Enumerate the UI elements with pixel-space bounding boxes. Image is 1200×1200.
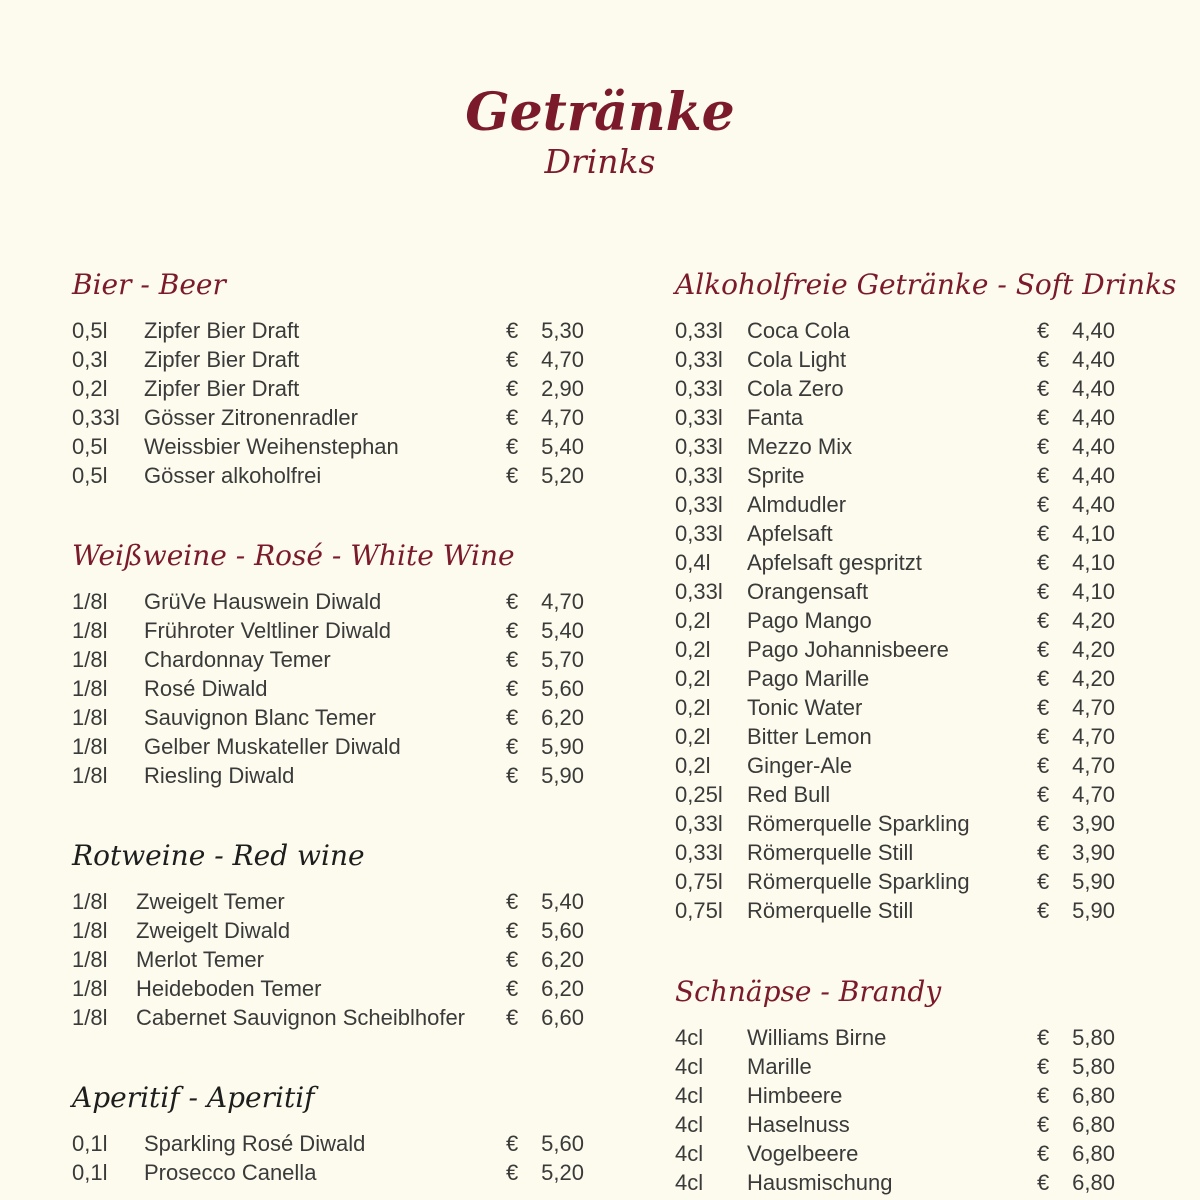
item-quantity: 1/8l (72, 889, 108, 914)
currency-symbol: € (1037, 695, 1050, 720)
item-quantity: 4cl (675, 1170, 704, 1195)
item-quantity: 0,2l (675, 608, 711, 633)
item-name: Sprite (747, 463, 805, 488)
item-price: 6,20 (541, 976, 584, 1001)
menu-subtitle: Drinks (544, 142, 656, 181)
item-name: Römerquelle Sparkling (747, 811, 970, 836)
item-quantity: 1/8l (72, 1005, 108, 1030)
menu-item-row (72, 916, 584, 945)
item-name: Gelber Muskateller Diwald (144, 734, 401, 759)
item-quantity: 0,33l (675, 463, 723, 488)
currency-symbol: € (1037, 608, 1050, 633)
item-price: 4,40 (1072, 434, 1115, 459)
menu-item-row (72, 1003, 584, 1032)
item-name: Zipfer Bier Draft (144, 376, 300, 401)
menu-item-row (675, 490, 1176, 519)
item-quantity: 1/8l (72, 947, 108, 972)
menu-item-row (72, 316, 584, 345)
menu-item-row (675, 722, 1176, 751)
item-price: 2,90 (541, 376, 584, 401)
currency-symbol: € (506, 618, 519, 643)
item-quantity: 0,2l (675, 724, 711, 749)
menu-item-row (72, 732, 584, 761)
item-quantity: 0,33l (675, 434, 723, 459)
item-quantity: 4cl (675, 1025, 704, 1050)
item-name: Pago Mango (747, 608, 872, 633)
item-quantity: 1/8l (72, 976, 108, 1001)
currency-symbol: € (1037, 347, 1050, 372)
item-name: Römerquelle Still (747, 898, 914, 923)
item-quantity: 0,5l (72, 434, 108, 459)
item-name: Haselnuss (747, 1112, 850, 1137)
item-price: 6,20 (541, 705, 584, 730)
item-price: 5,70 (541, 647, 584, 672)
item-name: Zipfer Bier Draft (144, 347, 300, 372)
item-price: 4,20 (1072, 637, 1115, 662)
item-name: Mezzo Mix (747, 434, 853, 459)
currency-symbol: € (1037, 550, 1050, 575)
item-quantity: 0,33l (675, 840, 723, 865)
currency-symbol: € (506, 434, 519, 459)
item-quantity: 0,5l (72, 463, 108, 488)
currency-symbol: € (506, 318, 519, 343)
item-quantity: 0,4l (675, 550, 711, 575)
item-quantity: 0,33l (675, 811, 723, 836)
item-price: 5,40 (541, 618, 584, 643)
currency-symbol: € (506, 589, 519, 614)
item-name: Himbeere (747, 1083, 843, 1108)
item-name: Heideboden Temer (136, 976, 322, 1001)
section-soft-drinks (675, 270, 1176, 925)
item-price: 4,40 (1072, 463, 1115, 488)
currency-symbol: € (1037, 1083, 1050, 1108)
item-name: GrüVe Hauswein Diwald (144, 589, 382, 614)
menu-item-row (72, 461, 584, 490)
item-quantity: 4cl (675, 1054, 704, 1079)
item-quantity: 1/8l (72, 734, 108, 759)
currency-symbol: € (506, 976, 519, 1001)
currency-symbol: € (1037, 898, 1050, 923)
menu-item-row (72, 432, 584, 461)
menu-item-row (675, 780, 1176, 809)
menu-item-row (675, 838, 1176, 867)
menu-item-row (675, 548, 1176, 577)
item-quantity: 4cl (675, 1112, 704, 1137)
item-price: 4,40 (1072, 318, 1115, 343)
item-quantity: 0,2l (675, 637, 711, 662)
currency-symbol: € (1037, 579, 1050, 604)
item-price: 5,20 (541, 463, 584, 488)
currency-symbol: € (1037, 1025, 1050, 1050)
menu-item-row (675, 345, 1176, 374)
item-price: 5,40 (541, 434, 584, 459)
item-price: 5,80 (1072, 1054, 1115, 1079)
currency-symbol: € (1037, 434, 1050, 459)
item-name: Vogelbeere (747, 1141, 859, 1166)
menu-item-row (675, 316, 1176, 345)
item-quantity: 4cl (675, 1083, 704, 1108)
item-quantity: 0,1l (72, 1160, 108, 1185)
currency-symbol: € (506, 1005, 519, 1030)
currency-symbol: € (506, 1131, 519, 1156)
currency-symbol: € (506, 734, 519, 759)
section-title-aperitif: Aperitif - Aperitif (72, 1081, 315, 1114)
item-name: Almdudler (747, 492, 847, 517)
item-price: 5,90 (541, 763, 584, 788)
menu-item-row (72, 945, 584, 974)
menu-item-row (675, 1052, 1115, 1081)
menu-item-row (675, 1168, 1115, 1197)
menu-item-row (72, 587, 584, 616)
menu-item-row (72, 674, 584, 703)
item-quantity: 0,1l (72, 1131, 108, 1156)
section-title-brandy: Schnäpse - Brandy (675, 975, 942, 1008)
item-quantity: 0,3l (72, 347, 108, 372)
item-quantity: 1/8l (72, 705, 108, 730)
item-name: Rosé Diwald (144, 676, 268, 701)
item-price: 5,60 (541, 918, 584, 943)
section-title-white-wine: Weißweine - Rosé - White Wine (72, 539, 515, 572)
item-name: Pago Marille (747, 666, 870, 691)
item-quantity: 0,33l (675, 376, 723, 401)
currency-symbol: € (1037, 1112, 1050, 1137)
item-price: 6,20 (541, 947, 584, 972)
item-price: 3,90 (1072, 811, 1115, 836)
menu-item-row (675, 577, 1176, 606)
item-name: Merlot Temer (136, 947, 264, 972)
item-price: 4,10 (1072, 521, 1115, 546)
currency-symbol: € (1037, 318, 1050, 343)
currency-symbol: € (1037, 1170, 1050, 1195)
item-quantity: 0,25l (675, 782, 723, 807)
item-quantity: 1/8l (72, 647, 108, 672)
menu-item-row (72, 616, 584, 645)
currency-symbol: € (1037, 463, 1050, 488)
item-price: 4,70 (541, 347, 584, 372)
item-price: 4,70 (541, 405, 584, 430)
item-price: 3,90 (1072, 840, 1115, 865)
item-name: Marille (747, 1054, 812, 1079)
menu-item-row (675, 1139, 1115, 1168)
menu-item-row (675, 896, 1176, 925)
item-name: Red Bull (747, 782, 831, 807)
item-quantity: 0,75l (675, 869, 723, 894)
menu-item-row (72, 761, 584, 790)
item-quantity: 0,33l (72, 405, 120, 430)
currency-symbol: € (506, 647, 519, 672)
menu-item-row (675, 635, 1176, 664)
item-quantity: 0,5l (72, 318, 108, 343)
item-quantity: 4cl (675, 1141, 704, 1166)
item-name: Prosecco Canella (144, 1160, 317, 1185)
currency-symbol: € (1037, 1054, 1050, 1079)
item-quantity: 0,2l (675, 695, 711, 720)
item-price: 4,40 (1072, 347, 1115, 372)
currency-symbol: € (506, 347, 519, 372)
currency-symbol: € (1037, 637, 1050, 662)
item-name: Frühroter Veltliner Diwald (144, 618, 391, 643)
currency-symbol: € (1037, 869, 1050, 894)
item-price: 4,40 (1072, 376, 1115, 401)
section-white-wine (72, 539, 584, 790)
item-price: 4,70 (1072, 753, 1115, 778)
menu-title: Getränke (465, 82, 735, 143)
item-name: Römerquelle Still (747, 840, 914, 865)
item-price: 4,10 (1072, 579, 1115, 604)
currency-symbol: € (1037, 724, 1050, 749)
item-name: Coca Cola (747, 318, 850, 343)
menu-item-row (72, 1129, 584, 1158)
item-price: 4,70 (1072, 782, 1115, 807)
item-name: Ginger-Ale (747, 753, 853, 778)
currency-symbol: € (506, 1160, 519, 1185)
item-price: 4,70 (1072, 724, 1115, 749)
item-price: 4,20 (1072, 666, 1115, 691)
item-name: Cola Zero (747, 376, 844, 401)
currency-symbol: € (1037, 405, 1050, 430)
menu-item-row (72, 645, 584, 674)
currency-symbol: € (1037, 666, 1050, 691)
currency-symbol: € (506, 918, 519, 943)
item-price: 6,80 (1072, 1141, 1115, 1166)
item-name: Chardonnay Temer (144, 647, 331, 672)
currency-symbol: € (1037, 521, 1050, 546)
item-price: 6,80 (1072, 1083, 1115, 1108)
item-name: Cola Light (747, 347, 847, 372)
section-title-beer: Bier - Beer (72, 268, 226, 301)
item-quantity: 0,2l (675, 753, 711, 778)
currency-symbol: € (506, 947, 519, 972)
menu-item-row (675, 432, 1176, 461)
item-quantity: 1/8l (72, 589, 108, 614)
item-name: Bitter Lemon (747, 724, 872, 749)
item-quantity: 0,2l (675, 666, 711, 691)
menu-item-row (72, 1158, 584, 1187)
section-beer (72, 268, 584, 490)
currency-symbol: € (506, 376, 519, 401)
item-quantity: 1/8l (72, 918, 108, 943)
menu-item-row (675, 1023, 1115, 1052)
item-quantity: 0,33l (675, 579, 723, 604)
item-price: 5,90 (1072, 898, 1115, 923)
currency-symbol: € (506, 705, 519, 730)
item-name: Weissbier Weihenstephan (144, 434, 399, 459)
item-price: 4,70 (541, 589, 584, 614)
item-name: Pago Johannisbeere (747, 637, 949, 662)
section-red-wine (72, 839, 584, 1032)
menu-item-row (72, 403, 584, 432)
currency-symbol: € (1037, 1141, 1050, 1166)
menu-item-row (675, 519, 1176, 548)
currency-symbol: € (506, 463, 519, 488)
currency-symbol: € (506, 763, 519, 788)
item-price: 4,20 (1072, 608, 1115, 633)
item-price: 4,40 (1072, 405, 1115, 430)
item-quantity: 0,2l (72, 376, 108, 401)
item-price: 5,90 (541, 734, 584, 759)
item-price: 5,80 (1072, 1025, 1115, 1050)
section-brandy (675, 975, 1115, 1197)
currency-symbol: € (1037, 840, 1050, 865)
currency-symbol: € (1037, 753, 1050, 778)
currency-symbol: € (1037, 782, 1050, 807)
item-name: Cabernet Sauvignon Scheiblhofer (136, 1005, 466, 1030)
menu-item-row (675, 751, 1176, 780)
item-price: 4,70 (1072, 695, 1115, 720)
menu-item-row (675, 374, 1176, 403)
item-price: 6,80 (1072, 1170, 1115, 1195)
currency-symbol: € (506, 676, 519, 701)
item-price: 5,60 (541, 676, 584, 701)
menu-item-row (72, 374, 584, 403)
item-price: 6,60 (541, 1005, 584, 1030)
currency-symbol: € (506, 889, 519, 914)
menu-item-row (72, 887, 584, 916)
item-quantity: 0,33l (675, 492, 723, 517)
item-quantity: 0,75l (675, 898, 723, 923)
section-title-soft-drinks: Alkoholfreie Getränke - Soft Drinks (675, 268, 1177, 301)
item-name: Riesling Diwald (144, 763, 295, 788)
item-name: Sparkling Rosé Diwald (144, 1131, 366, 1156)
item-name: Römerquelle Sparkling (747, 869, 970, 894)
item-name: Zweigelt Temer (136, 889, 285, 914)
menu-item-row (675, 809, 1176, 838)
item-name: Gösser alkoholfrei (144, 463, 322, 488)
menu-item-row (675, 1081, 1115, 1110)
currency-symbol: € (1037, 492, 1050, 517)
menu-item-row (72, 974, 584, 1003)
item-name: Tonic Water (747, 695, 863, 720)
item-name: Williams Birne (747, 1025, 887, 1050)
item-price: 5,20 (541, 1160, 584, 1185)
item-price: 6,80 (1072, 1112, 1115, 1137)
menu-item-row (675, 867, 1176, 896)
menu-item-row (675, 606, 1176, 635)
item-name: Gösser Zitronenradler (144, 405, 358, 430)
currency-symbol: € (1037, 376, 1050, 401)
item-quantity: 1/8l (72, 618, 108, 643)
menu-item-row (675, 1110, 1115, 1139)
menu-item-row (675, 403, 1176, 432)
item-quantity: 1/8l (72, 676, 108, 701)
item-price: 5,30 (541, 318, 584, 343)
item-quantity: 0,33l (675, 347, 723, 372)
item-price: 5,60 (541, 1131, 584, 1156)
currency-symbol: € (506, 405, 519, 430)
section-aperitif (72, 1081, 584, 1187)
item-price: 4,10 (1072, 550, 1115, 575)
menu-item-row (72, 345, 584, 374)
item-price: 5,40 (541, 889, 584, 914)
menu-item-row (72, 703, 584, 732)
item-price: 4,40 (1072, 492, 1115, 517)
menu-item-row (675, 461, 1176, 490)
item-name: Hausmischung (747, 1170, 893, 1195)
item-name: Apfelsaft (747, 521, 833, 546)
menu-item-row (675, 664, 1176, 693)
item-quantity: 0,33l (675, 405, 723, 430)
currency-symbol: € (1037, 811, 1050, 836)
item-name: Sauvignon Blanc Temer (144, 705, 376, 730)
section-title-red-wine: Rotweine - Red wine (72, 839, 365, 872)
item-name: Fanta (747, 405, 804, 430)
item-price: 5,90 (1072, 869, 1115, 894)
item-name: Zweigelt Diwald (136, 918, 291, 943)
item-quantity: 0,33l (675, 521, 723, 546)
item-name: Apfelsaft gespritzt (747, 550, 922, 575)
item-quantity: 1/8l (72, 763, 108, 788)
item-name: Zipfer Bier Draft (144, 318, 300, 343)
item-quantity: 0,33l (675, 318, 723, 343)
menu-item-row (675, 693, 1176, 722)
item-name: Orangensaft (747, 579, 869, 604)
